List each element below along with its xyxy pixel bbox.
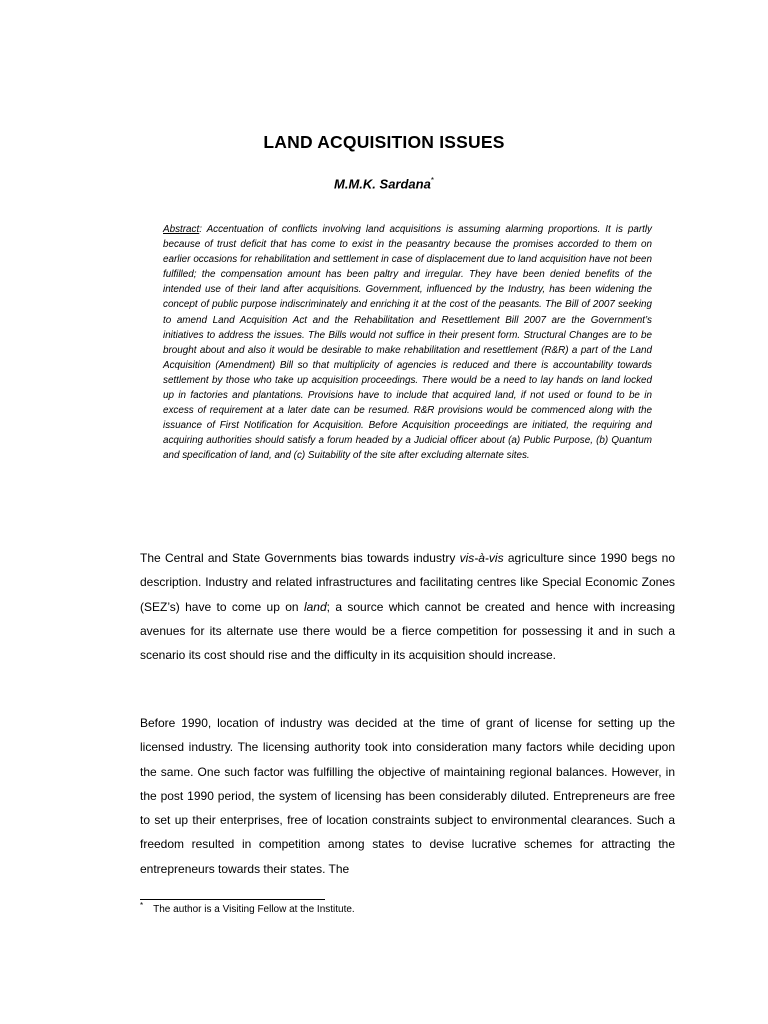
author-name: M.M.K. Sardana [334, 176, 431, 192]
para1-italic-land: land [303, 599, 327, 614]
body-paragraph-1 [140, 546, 675, 667]
footnote-separator [140, 899, 325, 900]
footnote-text: The author is a Visiting Fellow at the Institute. [153, 904, 355, 915]
abstract [163, 222, 652, 464]
abstract-text: : Accentuation of conflicts involving land acquisitions is assuming alarming proportions. It is partly because of trust deficit that has come to exist in the peasantry because the promises accorded to them on earlier occasions for rehabilitation and settlement in case of displacement due to land acquisition have not been fulfilled; the compensation amount has been paltry and irregular. They have been denied benefits of the intended use of their land after acquisitions. Government, influenced by the Industry, has been widening the concept of public purpose indiscriminately and enriching it at the cost of the peasants. The Bill of 2007 seeking to amend Land Acquisition Act and the Rehabilitation and Resettlement Bill 2007 are the Government’s initiatives to address the issues. The Bills would not suffice in their present form. Structural Changes are to be brought about and also it would be desirable to make rehabilitation and resettlement (R&R) a part of the Land Acquisition (Amendment) Bill so that multiplicity of agencies is reduced and there is accountability towards settlement by those who take up acquisition proceedings. There would be a need to lay hands on land locked up in factories and plantations. Provisions have to include that acquired land, if not used or found to be in excess of requirement at a later date can be resumed. R&R provisions would be commenced along with the issuance of First Notification for Acquisition. Before Acquisition proceedings are initiated, the requiring and acquiring authorities should satisfy a forum headed by a Judicial officer about (a) Public Purpose, (b) Quantum and specification of land, and (c) Suitability of the site after excluding alternate sites. [163, 224, 652, 462]
para1-text-b: agriculture since 1990 begs no description. Industry and related infrastructures and facilitating centres like Special Economic Zones (SEZ’s) have to come up on [140, 551, 675, 614]
footnote [140, 903, 640, 917]
author-footnote-marker: * [430, 176, 434, 185]
author-line [0, 176, 768, 191]
footnote-marker: * [140, 901, 144, 910]
para1-italic-vis-a-vis: vis-à-vis [459, 551, 504, 565]
para1-text-a: The Central and State Governments bias towards industry [140, 551, 460, 565]
abstract-label: Abstract [163, 224, 200, 235]
para1-text-c: ; a source which cannot be created and hence with increasing avenues for its alternate use there would be a fierce competition for possessing it and in such a scenario its cost should rise and the difficulty in its acquisition should increase. [140, 599, 675, 663]
paper-title: LAND ACQUISITION ISSUES [263, 132, 505, 152]
body-paragraph-2: Before 1990, location of industry was decided at the time of grant of license for setting up the licensed industry. The licensing authority took into consideration many factors while deciding upon the same. One such factor was fulfilling the objective of maintaining regional balances. However, in the post 1990 period, the system of licensing has been considerably diluted. Entrepreneurs are free to set up their enterprises, free of location constraints subject to environmental clearances. Such a freedom resulted in competition among states to devise lucrative schemes for attracting the entrepreneurs towards their states. The [140, 716, 675, 876]
